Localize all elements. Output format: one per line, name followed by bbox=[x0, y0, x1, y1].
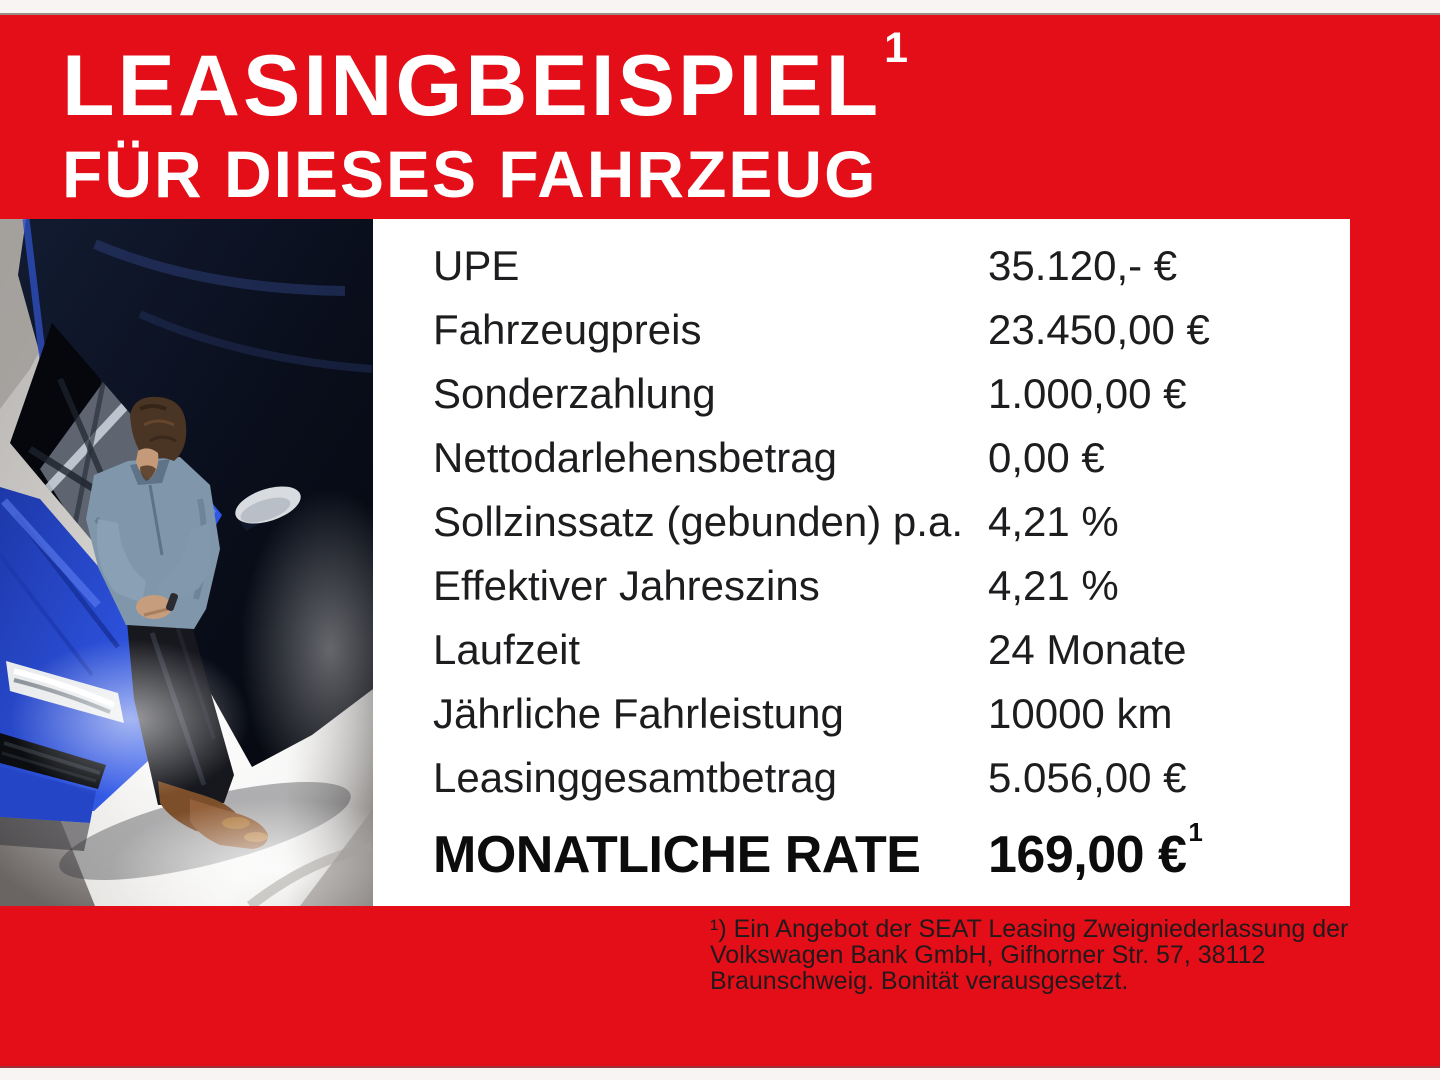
table-row bbox=[373, 682, 1350, 746]
vehicle-photo bbox=[0, 219, 373, 906]
bottom-border-strip bbox=[0, 1066, 1440, 1080]
table-row bbox=[373, 426, 1350, 490]
monthly-rate-superscript: 1 bbox=[1188, 816, 1203, 847]
row-value: 10000 km bbox=[988, 690, 1173, 737]
row-label: Laufzeit bbox=[433, 626, 581, 673]
row-value: 23.450,00 € bbox=[988, 306, 1210, 353]
row-label: Sonderzahlung bbox=[433, 370, 716, 417]
row-value: 1.000,00 € bbox=[988, 370, 1187, 417]
title-text: LEASINGBEISPIEL bbox=[62, 38, 882, 134]
table-row bbox=[373, 618, 1350, 682]
row-value: 0,00 € bbox=[988, 434, 1105, 481]
page-title bbox=[62, 23, 1362, 134]
table-row bbox=[373, 490, 1350, 554]
footnote-line: Volkswagen Bank GmbH, Gifhorner Str. 57, 38112 bbox=[710, 941, 1266, 969]
header bbox=[62, 13, 1362, 211]
row-value: 24 Monate bbox=[988, 626, 1187, 673]
row-label: Fahrzeugpreis bbox=[433, 306, 702, 353]
monthly-rate-amount: 169,00 € bbox=[988, 826, 1187, 884]
leasing-table bbox=[373, 219, 1350, 906]
footnote-line: Braunschweig. Bonität verausgesetzt. bbox=[710, 967, 1129, 995]
row-label: Effektiver Jahreszins bbox=[433, 562, 820, 609]
row-value: 35.120,- € bbox=[988, 242, 1178, 289]
page-subtitle: FÜR DIESES FAHRZEUG bbox=[62, 137, 878, 211]
monthly-rate-value bbox=[988, 816, 1203, 885]
table-row bbox=[373, 298, 1350, 362]
row-value: 4,21 % bbox=[988, 562, 1119, 609]
table-row bbox=[373, 234, 1350, 298]
table-row bbox=[373, 362, 1350, 426]
row-value: 4,21 % bbox=[988, 498, 1119, 545]
row-label: UPE bbox=[433, 242, 520, 289]
title-superscript: 1 bbox=[884, 23, 912, 72]
table-row bbox=[373, 554, 1350, 618]
footnote-line: ¹) Ein Angebot der SEAT Leasing Zweigniederlassung der bbox=[710, 915, 1349, 943]
row-label: Jährliche Fahrleistung bbox=[433, 690, 844, 737]
footnote bbox=[710, 916, 1348, 994]
row-label: Nettodarlehensbetrag bbox=[433, 434, 837, 481]
row-label: Sollzinssatz (gebunden) p.a. bbox=[433, 498, 963, 545]
monthly-rate-label: MONATLICHE RATE bbox=[433, 826, 921, 884]
row-label: Leasinggesamtbetrag bbox=[433, 754, 837, 801]
table-row bbox=[373, 746, 1350, 810]
vehicle-photo-art bbox=[0, 219, 373, 906]
row-value: 5.056,00 € bbox=[988, 754, 1187, 801]
monthly-rate-row bbox=[373, 816, 1350, 890]
